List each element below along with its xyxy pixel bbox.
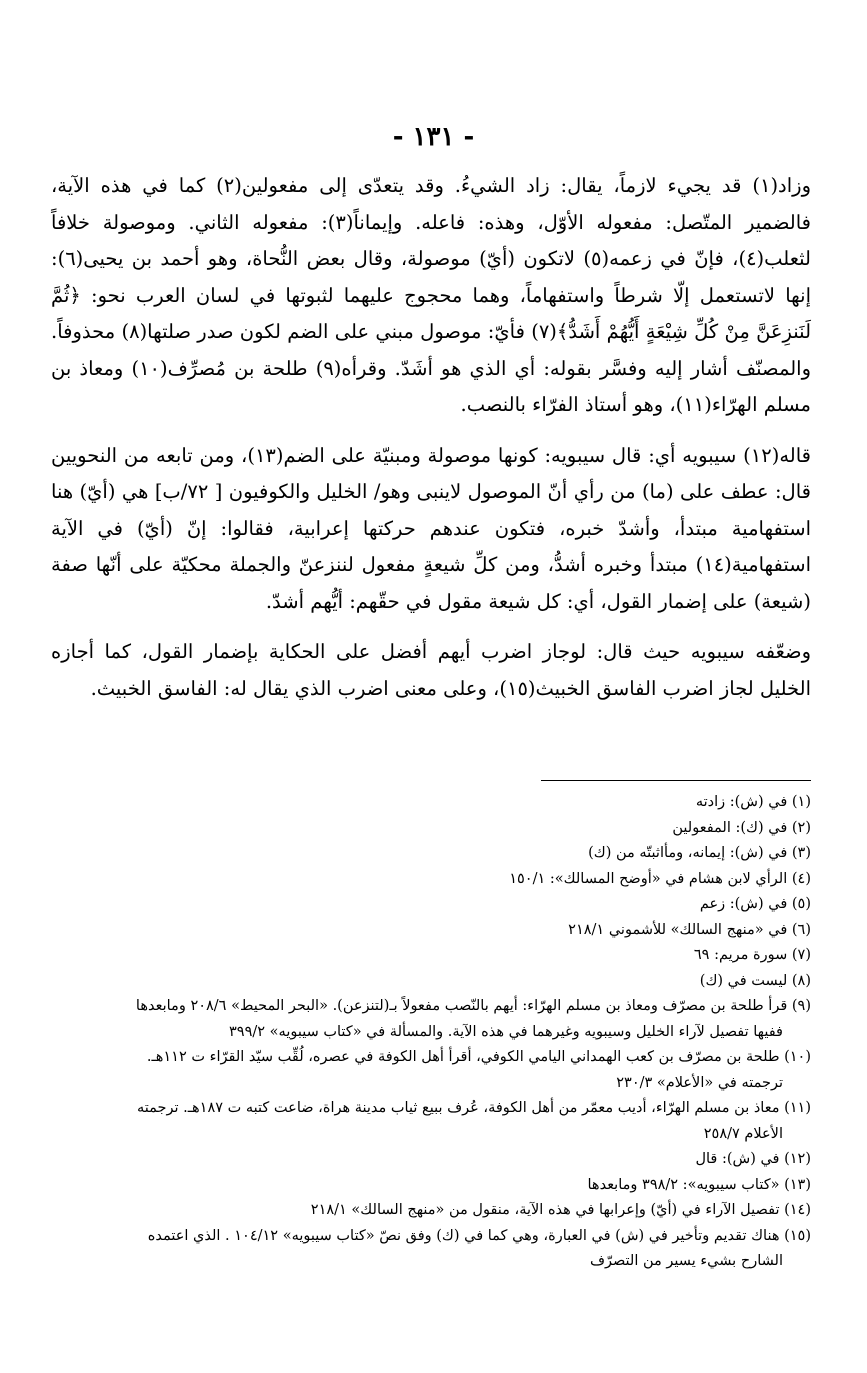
footnote: (٦) في «منهج السالك» للأشموني ٢١٨/١ (568, 921, 811, 938)
text-line: إنها لاتستعمل إلّا شرطاً واستفهاماً، وهما محجوج عليهما لثبوتها في لسان العرب نحو: ﴿ثُمَّ (51, 283, 811, 307)
text-line: وزاد(١) قد يجيء لازماً، يقال: زاد الشيءُ. وقد يتعدّى إلى مفعولين(٢) كما في هذه الآية، (51, 174, 811, 197)
footnote: (١) في (ش): زادته (695, 794, 811, 810)
text-line: ومعاذ بن مسلم الهرّاء(١١)، وهو أستاذ الفرّاء بالنصب. (51, 356, 811, 416)
text-line: لَنَنزِعَنَّ مِنْ كُلِّ شِيْعَةٍ أَيُّهُمْ أَشَدُّ﴾(٧) فأيّ: موصول مبني على الضم لكون صدر صلتها(٨) (121, 320, 812, 343)
footnotes (51, 790, 811, 1275)
text-line: فالضمير المتّصل: مفعوله الأوّل، وهذه: فاعله. وإيماناً(٣): مفعوله الثاني. وموصولة خلافاً (51, 210, 811, 234)
footnote: (١٣) «كتاب سيبويه»: ٣٩٨/٢ ومابعدها (587, 1176, 811, 1193)
text-line: صفة (شيعة) على إضمار القول، أي: كل شيعة مقول في حقّهم: أيُّهم أشدّ. (51, 553, 811, 613)
footnote: (٥) في (ش): زعم (699, 896, 811, 912)
footnote-continuation: ترجمته في «الأعلام» ٢٣٠/٣ (616, 1074, 783, 1091)
text-line: هي (أيّ) هنا استفهامية مبتدأ، وأشدّ خبره، فتكون عندهم حركتها إعرابية، فقالوا: إنّ (أيّ) (51, 480, 811, 540)
footnote: (١٥) هناك تقديم وتأخير في (ش) في العبارة، وهي كما في (ك) وفق نصّ «كتاب سيبويه» ١٠٤/١٢ . الذي اعتمده (147, 1227, 811, 1244)
page-number: - ١٣١ - (392, 122, 475, 152)
footnote: (١٠) طلحة بن مصرّف بن كعب الهمداني اليامي الكوفي، أقرأ أهل الكوفة في عصره، لُقِّب سيّد القرّاء ت ١١٢هـ. (146, 1049, 811, 1065)
footnote-divider (541, 780, 811, 781)
text-line: في الآية استفهامية(١٤) مبتدأ وخبره أشدُّ، ومن كلِّ شيعةٍ مفعول لننزعنّ والجملة محكيّة على أنّها (51, 516, 811, 576)
footnote: (٤) الرأي لابن هشام في «أوضح المسالك»: ١٥٠/١ (509, 870, 811, 887)
text-line: الخليل لجاز اضرب الفاسق الخبيث(١٥)، وعلى معنى اضرب الذي يقال له: الفاسق الخبيث. (90, 676, 811, 700)
footnote: (٧) سورة مريم: ٦٩ (693, 947, 811, 963)
paragraph (51, 438, 811, 621)
text-line: قاله(١٢) سيبويه أي: قال سيبويه: كونها موصولة ومبنيّة على الضم(١٣)، ومن تابعه من (123, 443, 812, 467)
footnote: (١٤) تفصيل الآراء في (أيّ) وإعرابها في هذه الآية، منقول من «منهج السالك» ٢١٨/١ (310, 1202, 811, 1218)
footnote: (٩) قرأ طلحة بن مصرّف ومعاذ بن مسلم الهرّاء: أيهم بالنّصب مفعولاً بـ(لتنزعن). «البحر المحيط» ٢٠٨/٦ ومابعدها (135, 998, 811, 1014)
main-text (51, 168, 811, 721)
footnote-continuation: ففيها تفصيل لآراء الخليل وسيبويه وغيرهما في هذه الآية. والمسألة في «كتاب سيبويه» ٣٩٩/٢ (229, 1023, 783, 1040)
footnote-continuation: الأعلام ٢٥٨/٧ (703, 1125, 783, 1142)
text-line: النحويين قال: عطف على (ما) من رأي أنّ الموصول لاينبى وهو/ الخليل والكوفيون [ ٧٢/ب] (51, 443, 811, 503)
text-line: وضعّفه سيبويه حيث قال: لوجاز اضرب أيهم أفضل على الحكاية بإضمار القول، كما أجازه (51, 640, 811, 663)
footnote: (١٢) في (ش): قال (695, 1151, 811, 1167)
footnote: (٨) ليست في (ك) (699, 972, 811, 989)
paragraph (51, 168, 811, 424)
paragraph (51, 634, 811, 707)
footnote: (٣) في (ش): إيمانه، ومأاثبتّه من (ك) (588, 845, 811, 861)
footnote: (١١) معاذ بن مسلم الهرّاء، أديب معمّر من أهل الكوفة، عُرف ببيع ثياب مدينة هراة، ضاعت كتبه ت ١٨٧هـ. ترجمته (137, 1100, 811, 1116)
text-line: محذوفاً. والمصنّف أشار إليه وفسَّر بقوله: أي الذي هو أشَدّ. وقرأه(٩) طلحة بن مُصرِّف(١٠) (51, 320, 811, 380)
footnote-continuation: الشارح بشيء يسير من التصرّف (589, 1253, 783, 1269)
footnote: (٢) في (ك): المفعولين (672, 819, 811, 836)
text-line: لثعلب(٤)، فإنّ في زعمه(٥) لاتكون (أيّ) موصولة، وقال بعض النُّحاة، وهو أحمد بن يحيى(٦): (51, 247, 811, 270)
